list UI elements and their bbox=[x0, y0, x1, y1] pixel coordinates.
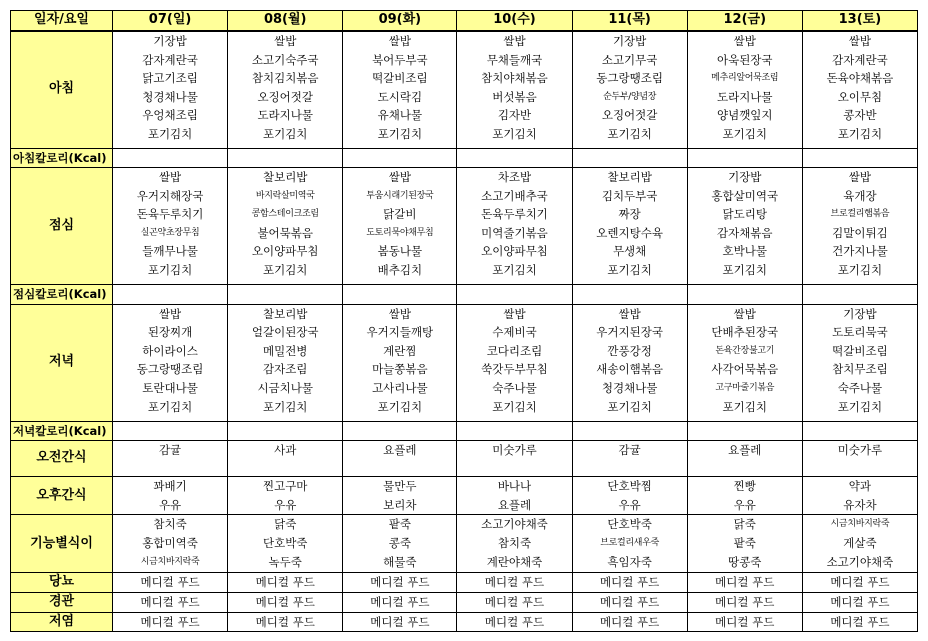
menu-item: 돈육야채볶음 bbox=[826, 71, 894, 86]
menu-cell bbox=[228, 477, 343, 515]
calorie-cell bbox=[572, 285, 687, 305]
menu-item: 홍합살미역국 bbox=[711, 188, 779, 203]
menu-item: 떡갈비조림 bbox=[832, 343, 888, 358]
tube-feeding-row bbox=[11, 593, 918, 613]
menu-item: 얼갈이된장국 bbox=[251, 325, 319, 340]
menu-item: 시금치바지락죽 bbox=[140, 556, 200, 567]
menu-item: 양념깻잎지 bbox=[716, 108, 773, 123]
menu-item: 계란찜 bbox=[383, 343, 417, 358]
menu-cell bbox=[687, 168, 802, 285]
menu-item: 쌀밥 bbox=[733, 34, 756, 48]
menu-item: 팥죽 bbox=[733, 536, 756, 551]
menu-item: 단호박죽 bbox=[262, 536, 308, 551]
calorie-cell bbox=[802, 148, 917, 168]
menu-item: 소고기야채죽 bbox=[826, 554, 894, 569]
menu-item: 콩죽 bbox=[388, 536, 411, 551]
diabetes-row bbox=[11, 573, 918, 593]
menu-item: 오이양파무침 bbox=[251, 244, 319, 259]
menu-item: 투움시래기된장국 bbox=[366, 190, 434, 201]
menu-item: 감귤 bbox=[158, 443, 182, 458]
menu-item: 보리차 bbox=[383, 497, 417, 512]
menu-item: 계란야채죽 bbox=[486, 554, 543, 569]
menu-item: 콩자반 bbox=[843, 108, 877, 123]
menu-item: 단호박찜 bbox=[607, 479, 652, 494]
diabetes-label: 당뇨 bbox=[11, 573, 113, 593]
menu-cell bbox=[572, 304, 687, 421]
menu-item: 포기김치 bbox=[492, 399, 537, 414]
calorie-cell bbox=[687, 148, 802, 168]
menu-item: 미숫가루 bbox=[837, 443, 883, 458]
menu-cell bbox=[572, 168, 687, 285]
menu-cell bbox=[457, 168, 572, 285]
menu-item: 순두부/양념장 bbox=[603, 91, 657, 102]
menu-cell bbox=[343, 515, 457, 573]
menu-item: 감자계란국 bbox=[142, 52, 198, 67]
menu-item: 포기김치 bbox=[492, 126, 537, 141]
menu-item: 김자반 bbox=[497, 108, 532, 123]
menu-item: 실곤약초장무침 bbox=[140, 227, 200, 238]
calorie-cell bbox=[113, 285, 228, 305]
menu-item: 홍합미역죽 bbox=[142, 536, 198, 551]
menu-cell bbox=[802, 168, 917, 285]
menu-item: 쌀밥 bbox=[618, 306, 641, 321]
menu-item: 무채들깨국 bbox=[486, 52, 543, 67]
menu-cell bbox=[457, 515, 572, 573]
menu-item: 쑥갓두부무침 bbox=[481, 362, 548, 377]
menu-item: 포기김치 bbox=[607, 263, 652, 278]
menu-item: 육개장 bbox=[843, 188, 877, 203]
calorie-cell bbox=[457, 421, 572, 441]
menu-item: 쌀밥 bbox=[848, 34, 872, 48]
menu-item: 단호박죽 bbox=[607, 517, 652, 532]
menu-cell bbox=[113, 477, 228, 515]
menu-item: 단배추된장국 bbox=[711, 325, 779, 340]
menu-item: 숙주나물 bbox=[492, 381, 537, 396]
menu-item: 소고기숙주국 bbox=[251, 52, 319, 67]
menu-cell bbox=[687, 441, 802, 477]
medical-food-cell: 메디컬 푸드 bbox=[457, 573, 572, 593]
menu-item: 포기김치 bbox=[837, 399, 883, 414]
menu-item: 건가지나물 bbox=[832, 244, 888, 259]
menu-item: 오이양파무침 bbox=[481, 244, 548, 259]
menu-cell bbox=[572, 515, 687, 573]
menu-item: 북어두부국 bbox=[372, 52, 428, 67]
menu-item: 땅콩죽 bbox=[728, 554, 762, 569]
weekly-menu-table bbox=[10, 10, 918, 632]
menu-cell bbox=[113, 441, 228, 477]
menu-item: 김말이튀김 bbox=[832, 225, 888, 240]
medical-food-cell: 메디컬 푸드 bbox=[457, 593, 572, 613]
menu-item: 우거지들깨탕 bbox=[366, 325, 434, 340]
menu-item: 돈육간장불고기 bbox=[715, 345, 775, 356]
dinner-row bbox=[11, 304, 918, 421]
menu-item: 찰보리밥 bbox=[262, 306, 308, 321]
menu-cell bbox=[343, 31, 457, 148]
medical-food-cell: 메디컬 푸드 bbox=[802, 612, 917, 632]
calorie-cell bbox=[113, 421, 228, 441]
menu-item: 들깨무나물 bbox=[142, 244, 198, 259]
medical-food-cell: 메디컬 푸드 bbox=[802, 573, 917, 593]
menu-item: 기장밥 bbox=[612, 34, 647, 48]
menu-item: 쌀밥 bbox=[848, 170, 872, 185]
day-header: 12(금) bbox=[687, 11, 802, 32]
menu-cell bbox=[572, 31, 687, 148]
menu-cell bbox=[228, 168, 343, 285]
calorie-cell bbox=[343, 421, 457, 441]
medical-food-cell: 메디컬 푸드 bbox=[228, 593, 343, 613]
breakfast-row bbox=[11, 31, 918, 148]
menu-item: 짜장 bbox=[618, 207, 641, 222]
menu-item: 미숫가루 bbox=[492, 443, 537, 458]
special-diet-row bbox=[11, 515, 918, 573]
menu-item: 포기김치 bbox=[837, 263, 883, 278]
menu-item: 참치무조림 bbox=[832, 362, 888, 377]
calorie-cell bbox=[343, 285, 457, 305]
calorie-cell bbox=[228, 285, 343, 305]
menu-item: 유채나물 bbox=[377, 108, 423, 123]
lunch-row bbox=[11, 168, 918, 285]
menu-item: 닭죽 bbox=[274, 517, 297, 532]
menu-cell bbox=[228, 515, 343, 573]
breakfast-label: 아침 bbox=[11, 31, 113, 148]
menu-item: 흑임자죽 bbox=[607, 554, 652, 569]
menu-item: 바나나 bbox=[497, 479, 532, 494]
menu-item: 불어묵볶음 bbox=[257, 225, 313, 240]
menu-item: 바지락살미역국 bbox=[255, 190, 315, 201]
menu-item: 배추김치 bbox=[377, 263, 423, 278]
menu-item: 봄동나물 bbox=[377, 244, 423, 259]
menu-item: 쌀밥 bbox=[733, 306, 756, 321]
medical-food-cell: 메디컬 푸드 bbox=[343, 573, 457, 593]
menu-item: 숙주나물 bbox=[837, 381, 883, 396]
special-diet-label: 기능별식이 bbox=[11, 515, 113, 573]
menu-cell bbox=[343, 441, 457, 477]
menu-item: 쌀밥 bbox=[158, 170, 182, 185]
menu-item: 쌀밥 bbox=[158, 306, 182, 321]
menu-item: 우유 bbox=[158, 497, 182, 512]
menu-item: 시금치나물 bbox=[257, 381, 313, 396]
menu-item: 찐고구마 bbox=[262, 479, 308, 494]
menu-cell bbox=[228, 31, 343, 148]
menu-item: 동그랑땡조림 bbox=[136, 362, 204, 377]
menu-item: 찐빵 bbox=[733, 479, 756, 494]
medical-food-cell: 메디컬 푸드 bbox=[687, 573, 802, 593]
dinner-label: 저녁 bbox=[11, 304, 113, 421]
menu-cell bbox=[457, 304, 572, 421]
menu-item: 녹두죽 bbox=[268, 554, 302, 569]
menu-item: 포기김치 bbox=[837, 126, 883, 141]
calorie-cell bbox=[228, 421, 343, 441]
lunch-label: 점심 bbox=[11, 168, 113, 285]
day-header: 09(화) bbox=[343, 11, 457, 32]
menu-item: 우유 bbox=[618, 497, 641, 512]
lunch-calorie-row bbox=[11, 285, 918, 305]
medical-food-cell: 메디컬 푸드 bbox=[572, 612, 687, 632]
menu-cell bbox=[802, 304, 917, 421]
menu-item: 호박나물 bbox=[722, 244, 767, 259]
menu-item: 마늘쫑볶음 bbox=[372, 362, 428, 377]
menu-item: 차조밥 bbox=[497, 170, 532, 185]
menu-item: 닭죽 bbox=[733, 517, 756, 532]
menu-item: 청경채나물 bbox=[142, 89, 198, 104]
menu-item: 기장밥 bbox=[728, 170, 762, 185]
menu-item: 팥죽 bbox=[388, 517, 411, 532]
menu-item: 메밀전병 bbox=[262, 343, 308, 358]
menu-cell bbox=[572, 441, 687, 477]
calorie-cell bbox=[802, 285, 917, 305]
menu-item: 깐풍강정 bbox=[607, 343, 652, 358]
menu-item: 찰보리밥 bbox=[262, 170, 308, 185]
menu-item: 닭갈비 bbox=[383, 207, 417, 222]
menu-item: 돈육두루치기 bbox=[136, 207, 204, 222]
low-salt-label: 저염 bbox=[11, 612, 113, 632]
menu-item: 쌀밥 bbox=[388, 170, 411, 185]
menu-item: 아욱된장국 bbox=[716, 52, 773, 67]
menu-cell bbox=[343, 477, 457, 515]
menu-item: 우거지된장국 bbox=[596, 325, 663, 340]
day-header: 11(목) bbox=[572, 11, 687, 32]
menu-item: 포기김치 bbox=[377, 126, 423, 141]
menu-item: 포기김치 bbox=[722, 263, 767, 278]
menu-item: 포기김치 bbox=[722, 399, 767, 414]
medical-food-cell: 메디컬 푸드 bbox=[228, 573, 343, 593]
menu-cell bbox=[457, 477, 572, 515]
menu-cell bbox=[802, 477, 917, 515]
menu-item: 참치죽 bbox=[497, 536, 532, 551]
menu-item: 도토리묵국 bbox=[832, 325, 888, 340]
menu-cell bbox=[113, 31, 228, 148]
pm-snack-row bbox=[11, 477, 918, 515]
lunch-calorie-label: 점심칼로리(Kcal) bbox=[11, 285, 113, 305]
calorie-cell bbox=[343, 148, 457, 168]
menu-cell bbox=[802, 515, 917, 573]
menu-item: 시금치바지락죽 bbox=[830, 519, 890, 530]
menu-item: 도라지나물 bbox=[716, 89, 773, 104]
menu-item: 김치두부국 bbox=[601, 188, 658, 203]
menu-item: 오렌지탕수육 bbox=[596, 225, 663, 240]
menu-item: 해물죽 bbox=[383, 554, 417, 569]
menu-item: 돈육두루치기 bbox=[481, 207, 548, 222]
menu-item: 떡갈비조림 bbox=[372, 71, 428, 86]
menu-cell bbox=[457, 441, 572, 477]
menu-item: 콩함스테이크조림 bbox=[251, 209, 319, 220]
medical-food-cell: 메디컬 푸드 bbox=[457, 612, 572, 632]
calorie-cell bbox=[572, 421, 687, 441]
menu-item: 브로컬리새우죽 bbox=[600, 538, 659, 549]
low-salt-row bbox=[11, 612, 918, 632]
menu-item: 브로컬리햄볶음 bbox=[830, 209, 890, 220]
menu-item: 포기김치 bbox=[147, 399, 193, 414]
menu-cell bbox=[687, 304, 802, 421]
menu-item: 참치김치볶음 bbox=[251, 71, 319, 86]
menu-item: 포기김치 bbox=[262, 263, 308, 278]
menu-item: 포기김치 bbox=[607, 399, 652, 414]
menu-item: 쌀밥 bbox=[503, 306, 526, 321]
menu-item: 유자차 bbox=[843, 497, 877, 512]
menu-item: 새송이햄볶음 bbox=[596, 362, 663, 377]
corner-header: 일자/요일 bbox=[11, 11, 113, 32]
menu-item: 하이라이스 bbox=[142, 343, 198, 358]
am-snack-row bbox=[11, 441, 918, 477]
menu-item: 토란대나물 bbox=[142, 381, 198, 396]
menu-item: 사각어묵볶음 bbox=[711, 362, 779, 377]
day-header: 10(수) bbox=[457, 11, 572, 32]
menu-item: 닭고기조림 bbox=[142, 71, 198, 86]
menu-item: 찰보리밥 bbox=[607, 170, 652, 185]
menu-item: 쌀밥 bbox=[274, 34, 297, 48]
menu-item: 미역줄기볶음 bbox=[481, 225, 548, 240]
medical-food-cell: 메디컬 푸드 bbox=[113, 593, 228, 613]
menu-item: 우거지해장국 bbox=[136, 188, 204, 203]
menu-item: 소고기야채죽 bbox=[481, 517, 548, 532]
menu-item: 감자계란국 bbox=[832, 52, 888, 67]
medical-food-cell: 메디컬 푸드 bbox=[687, 593, 802, 613]
breakfast-calorie-label: 아침칼로리(Kcal) bbox=[11, 148, 113, 168]
menu-cell bbox=[687, 31, 802, 148]
medical-food-cell: 메디컬 푸드 bbox=[113, 573, 228, 593]
menu-item: 버섯볶음 bbox=[492, 89, 537, 104]
menu-cell bbox=[113, 304, 228, 421]
menu-item: 포기김치 bbox=[377, 399, 423, 414]
menu-cell bbox=[228, 441, 343, 477]
menu-item: 기장밥 bbox=[153, 34, 187, 48]
menu-cell bbox=[457, 31, 572, 148]
menu-item: 소고기배추국 bbox=[481, 188, 548, 203]
menu-item: 쌀밥 bbox=[388, 306, 411, 321]
menu-item: 도라지나물 bbox=[257, 108, 313, 123]
menu-item: 참치야채볶음 bbox=[481, 71, 548, 86]
medical-food-cell: 메디컬 푸드 bbox=[343, 593, 457, 613]
menu-item: 우엉채조림 bbox=[142, 108, 198, 123]
menu-item: 메추리알어묵조림 bbox=[711, 73, 779, 84]
menu-item: 요플레 bbox=[383, 443, 417, 458]
medical-food-cell: 메디컬 푸드 bbox=[572, 573, 687, 593]
calorie-cell bbox=[113, 148, 228, 168]
menu-cell bbox=[343, 168, 457, 285]
menu-item: 참치죽 bbox=[153, 517, 187, 532]
calorie-cell bbox=[457, 148, 572, 168]
menu-item: 우유 bbox=[733, 497, 756, 512]
menu-item: 코다리조림 bbox=[486, 343, 543, 358]
menu-cell bbox=[228, 304, 343, 421]
menu-item: 도시락김 bbox=[377, 89, 423, 104]
menu-item: 오징어젓갈 bbox=[601, 108, 658, 123]
menu-item: 오이무침 bbox=[837, 89, 883, 104]
menu-item: 우유 bbox=[274, 497, 297, 512]
menu-item: 소고기무국 bbox=[601, 52, 658, 67]
day-header: 13(토) bbox=[802, 11, 917, 32]
tube-feeding-label: 경관 bbox=[11, 593, 113, 613]
menu-item: 수제비국 bbox=[492, 325, 537, 340]
menu-item: 감자채볶음 bbox=[716, 225, 773, 240]
medical-food-cell: 메디컬 푸드 bbox=[802, 593, 917, 613]
calorie-cell bbox=[572, 148, 687, 168]
menu-item: 사과 bbox=[274, 443, 297, 458]
dinner-calorie-label: 저녁칼로리(Kcal) bbox=[11, 421, 113, 441]
menu-item: 물만두 bbox=[383, 479, 417, 494]
pm-snack-label: 오후간식 bbox=[11, 477, 113, 515]
medical-food-cell: 메디컬 푸드 bbox=[113, 612, 228, 632]
calorie-cell bbox=[802, 421, 917, 441]
menu-cell bbox=[343, 304, 457, 421]
menu-cell bbox=[802, 441, 917, 477]
calorie-cell bbox=[457, 285, 572, 305]
menu-item: 감귤 bbox=[618, 443, 641, 458]
calorie-cell bbox=[687, 285, 802, 305]
menu-item: 게살죽 bbox=[843, 536, 877, 551]
medical-food-cell: 메디컬 푸드 bbox=[572, 593, 687, 613]
menu-item: 된장찌개 bbox=[147, 325, 193, 340]
calorie-cell bbox=[228, 148, 343, 168]
header-row bbox=[11, 11, 918, 32]
menu-cell bbox=[802, 31, 917, 148]
menu-item: 포기김치 bbox=[492, 263, 537, 278]
dinner-calorie-row bbox=[11, 421, 918, 441]
menu-item: 닭도리탕 bbox=[722, 207, 767, 222]
medical-food-cell: 메디컬 푸드 bbox=[228, 612, 343, 632]
am-snack-label: 오전간식 bbox=[11, 441, 113, 477]
calorie-cell bbox=[687, 421, 802, 441]
menu-item: 요플레 bbox=[497, 497, 532, 512]
menu-item: 고사리나물 bbox=[372, 381, 428, 396]
menu-item: 쌀밥 bbox=[503, 34, 526, 48]
menu-item: 무생채 bbox=[612, 244, 647, 259]
menu-item: 요플레 bbox=[728, 443, 762, 458]
menu-item: 감자조림 bbox=[262, 362, 308, 377]
menu-item: 약과 bbox=[848, 479, 872, 494]
menu-item: 포기김치 bbox=[147, 263, 193, 278]
menu-item: 도토리묵야채무침 bbox=[366, 227, 434, 238]
menu-item: 포기김치 bbox=[147, 126, 193, 141]
menu-item: 쌀밥 bbox=[388, 34, 411, 48]
menu-item: 포기김치 bbox=[607, 126, 652, 141]
menu-item: 오징어젓갈 bbox=[257, 89, 313, 104]
day-header: 07(일) bbox=[113, 11, 228, 32]
menu-item: 포기김치 bbox=[722, 126, 767, 141]
menu-cell bbox=[113, 515, 228, 573]
menu-item: 청경채나물 bbox=[601, 381, 658, 396]
day-header: 08(월) bbox=[228, 11, 343, 32]
menu-cell bbox=[113, 168, 228, 285]
medical-food-cell: 메디컬 푸드 bbox=[343, 612, 457, 632]
menu-cell bbox=[572, 477, 687, 515]
medical-food-cell: 메디컬 푸드 bbox=[687, 612, 802, 632]
breakfast-calorie-row bbox=[11, 148, 918, 168]
menu-item: 꽈배기 bbox=[153, 479, 187, 494]
menu-item: 동그랑땡조림 bbox=[596, 71, 663, 86]
menu-item: 포기김치 bbox=[262, 126, 308, 141]
menu-cell bbox=[687, 477, 802, 515]
menu-item: 포기김치 bbox=[262, 399, 308, 414]
menu-item: 고구마줄기볶음 bbox=[715, 383, 775, 394]
menu-item: 기장밥 bbox=[843, 306, 877, 321]
menu-cell bbox=[687, 515, 802, 573]
